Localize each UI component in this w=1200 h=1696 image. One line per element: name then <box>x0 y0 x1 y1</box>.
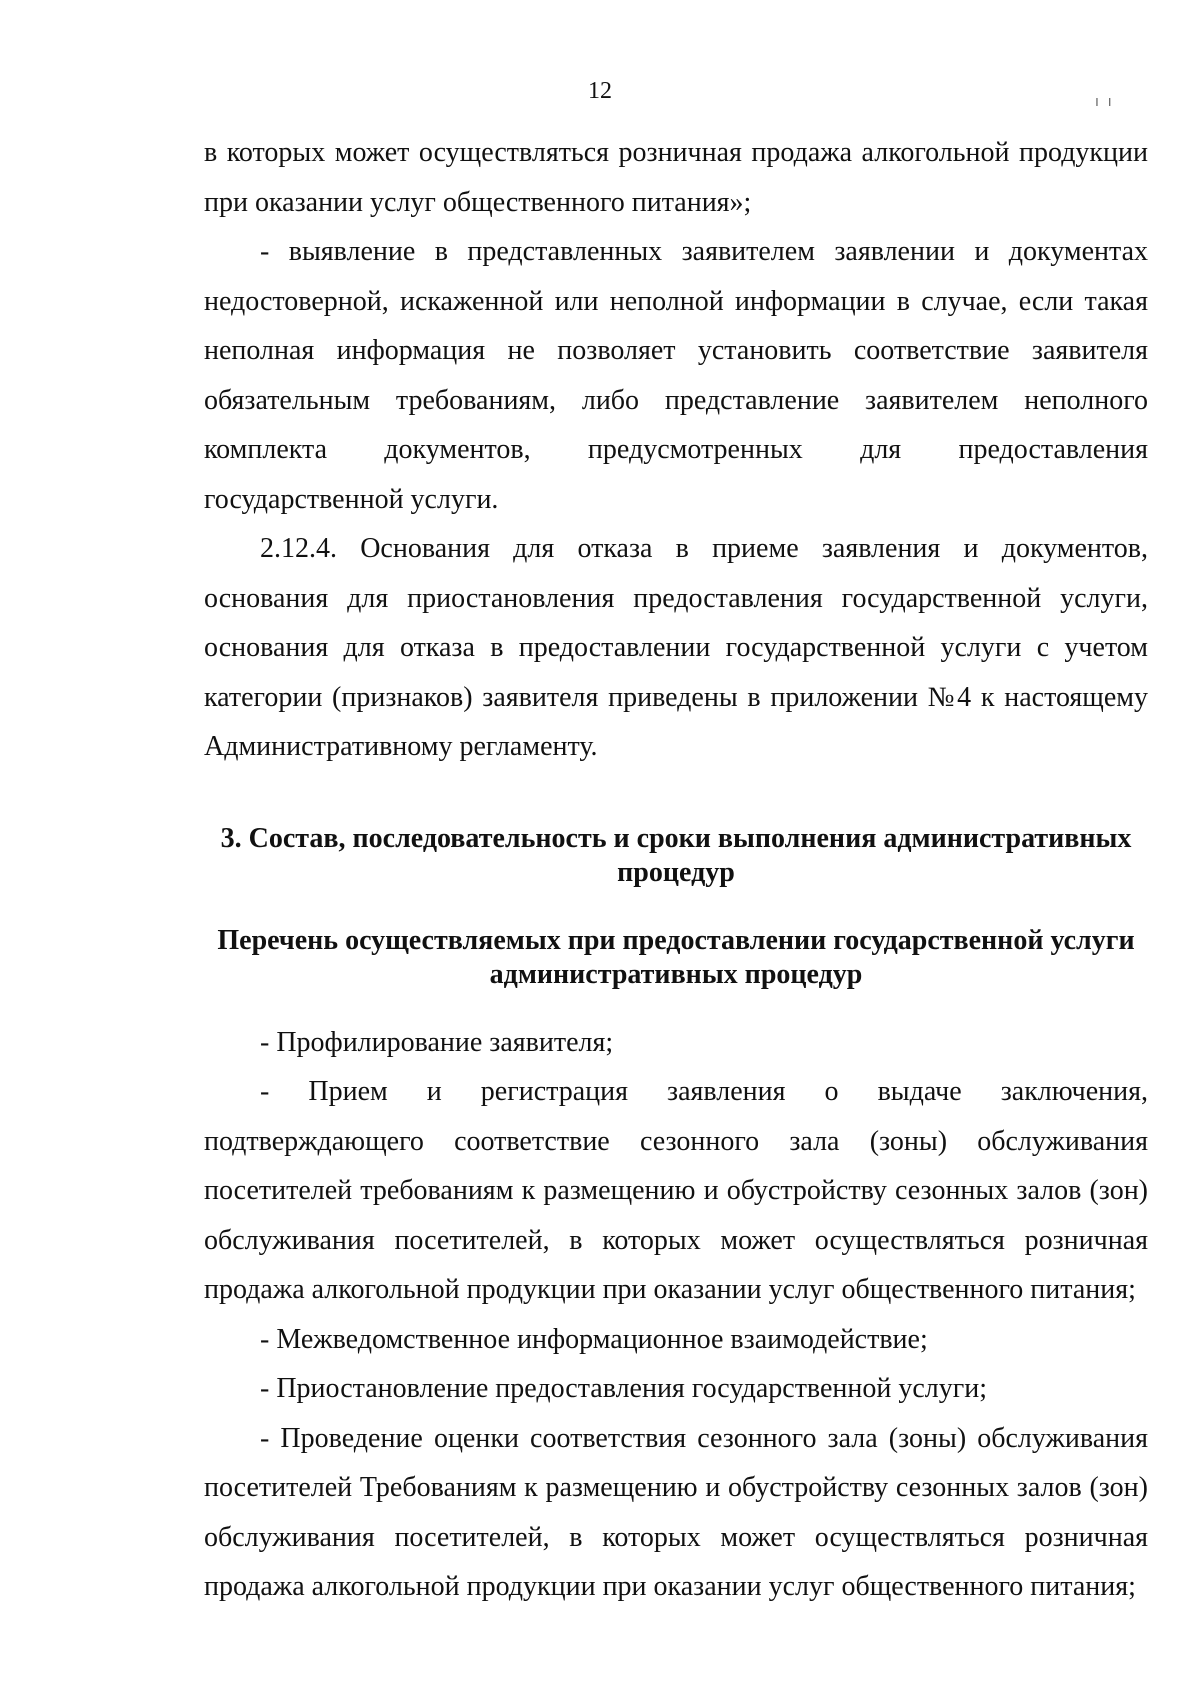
section-subheading: Перечень осуществляемых при предоставлении государственной услуги административных процедур <box>217 924 1135 990</box>
section-heading: 3. Состав, последовательность и сроки выполнения административных процедур <box>220 822 1132 888</box>
procedure-list <box>204 1018 1148 1612</box>
document-body <box>204 128 1148 1612</box>
paragraph-bullet-refusal: - выявление в представленных заявителем заявлении и документах недостоверной, искаженной или неполной информации в случае, если такая неполная информация не позволяет установить соответствие заявителя обязательным требованиям, либо представление заявителем неполного комплекта документов, предусмотренных для предоставления государственной услуги. <box>204 236 1148 515</box>
paragraph-continuation: в которых может осуществляться розничная продажа алкогольной продукции при оказании услуг общественного питания»; <box>204 137 1148 218</box>
list-item: - Прием и регистрация заявления о выдаче заключения, подтверждающего соответствие сезонного зала (зоны) обслуживания посетителей требованиям к размещению и обустройству сезонных залов (зон) обслуживания посетителей, в которых может осуществляться розничная продажа алкогольной продукции при оказании услуг общественного питания; <box>204 1076 1148 1305</box>
list-item: - Проведение оценки соответствия сезонного зала (зоны) обслуживания посетителей Требованиям к размещению и обустройству сезонных залов (зон) обслуживания посетителей, в которых может осуществляться розничная продажа алкогольной продукции при оказании услуг общественного питания; <box>204 1422 1148 1602</box>
list-item: - Профилирование заявителя; <box>260 1026 614 1058</box>
scan-margin-marks: ı ı <box>1095 94 1112 110</box>
list-item: - Приостановление предоставления государственной услуги; <box>260 1373 988 1404</box>
list-item: - Межведомственное информационное взаимодействие; <box>260 1323 928 1355</box>
page-number: 12 <box>588 78 612 104</box>
paragraph-2-12-4: 2.12.4. Основания для отказа в приеме заявления и документов, основания для приостановления предоставления государственной услуги, основания для отказа в предоставлении государственной услуги с учетом категории (признаков) заявителя приведены в приложении №4 к настоящему Административному регламенту. <box>204 533 1148 762</box>
